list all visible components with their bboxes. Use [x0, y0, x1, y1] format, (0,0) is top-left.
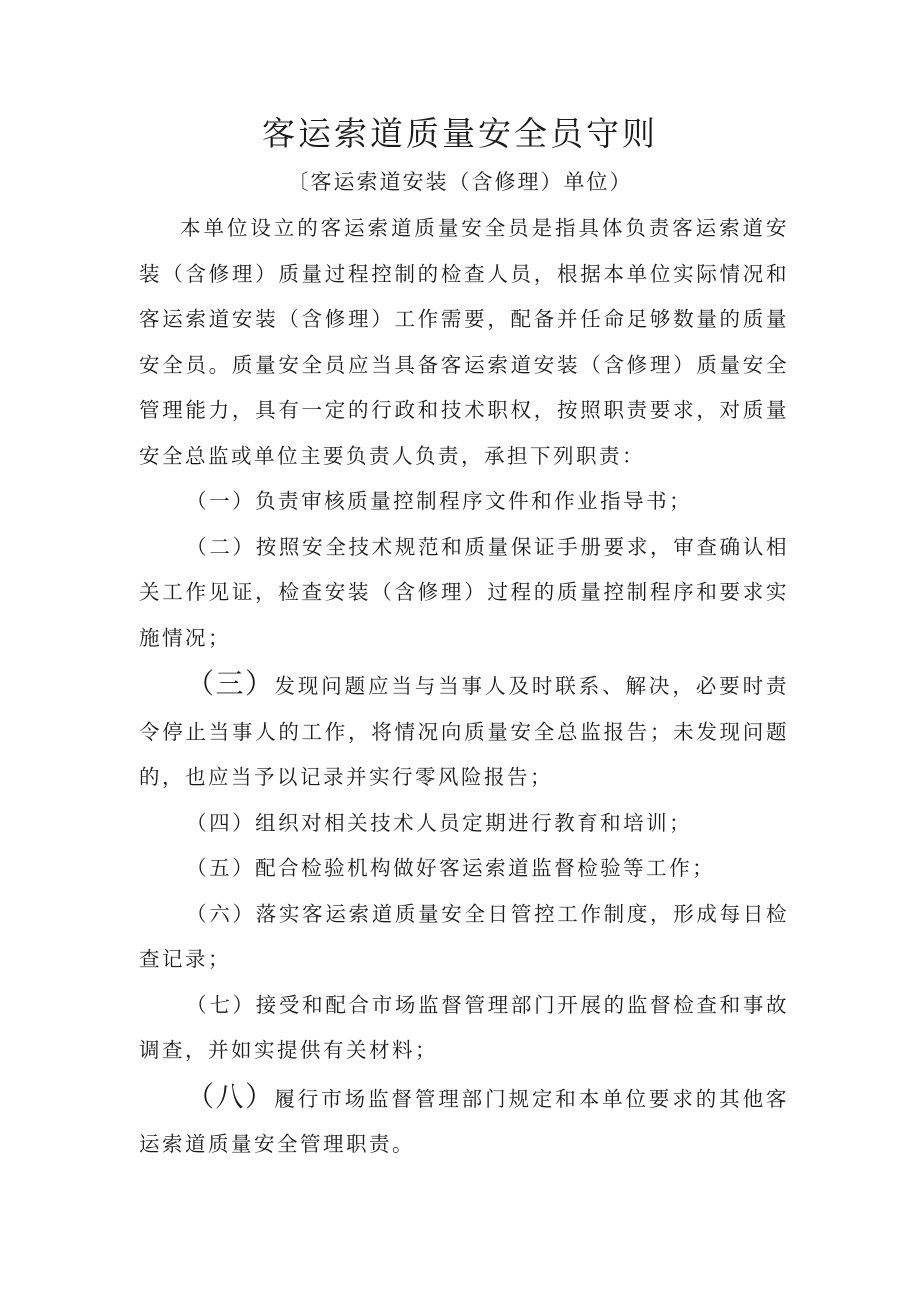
- duty-item-1: [139, 479, 789, 525]
- duty-label-3: （三）: [186, 667, 275, 700]
- intro-paragraph: 本单位设立的客运索道质量安全员是指具体负责客运索道安装（含修理）质量过程控制的检查人员，根据本单位实际情况和客运索道安装（含修理）工作需要，配备并任命足够数量的质量安全员。质量安全员应当具备客运索道安装（含修理）质量安全管理能力，具有一定的行政和技术职权，按照职责要求，对质量安全总监或单位主要负责人负责，承担下列职责：: [139, 216, 789, 468]
- duty-text-1: 负责审核质量控制程序文件和作业指导书；: [255, 489, 693, 513]
- duty-text-5: 配合检验机构做好客运索道监督检验等工作；: [255, 856, 716, 880]
- duty-item-8: [139, 1074, 789, 1168]
- duty-item-7: [139, 983, 789, 1074]
- document-subtitle: 〔客运索道安装（含修理）单位）: [287, 170, 633, 194]
- duty-label-5: （五）: [186, 856, 256, 880]
- duty-text-4: 组织对相关技术人员定期进行教育和培训；: [255, 810, 693, 835]
- duty-item-6: [139, 892, 789, 983]
- duty-label-7: （七）: [186, 992, 256, 1017]
- duty-text-7: 接受和配合市场监督管理部门开展的监督检查和事故调查，并如实提供有关材料；: [139, 992, 790, 1062]
- duty-label-4: （四）: [186, 810, 256, 835]
- duty-text-2: 按照安全技术规范和质量保证手册要求，审查确认相关工作见证，检查安装（含修理）过程的质量控制程序和要求实施情况；: [139, 534, 790, 650]
- duty-item-5: [139, 846, 789, 892]
- duty-label-6: （六）: [186, 901, 256, 926]
- duty-label-1: （一）: [186, 489, 256, 513]
- duty-text-3: 发现问题应当与当事人及时联系、解决，必要时责令停止当事人的工作，将情况向质量安全总监报告；未发现问题的，也应当予以记录并实行零风险报告；: [139, 674, 789, 789]
- duty-item-3: [139, 661, 789, 801]
- duty-item-4: [139, 801, 789, 847]
- document-body: [139, 206, 789, 1168]
- duty-label-2: （二）: [186, 534, 256, 559]
- duty-text-8: 履行市场监督管理部门规定和本单位要求的其他客运索道质量安全管理职责。: [139, 1086, 789, 1156]
- duty-item-2: [139, 525, 789, 662]
- duty-text-6: 落实客运索道质量安全日管控工作制度，形成每日检查记录；: [139, 901, 790, 971]
- duty-label-8: （八）: [186, 1079, 275, 1113]
- document-title: 客运索道质量安全员守则: [262, 114, 658, 153]
